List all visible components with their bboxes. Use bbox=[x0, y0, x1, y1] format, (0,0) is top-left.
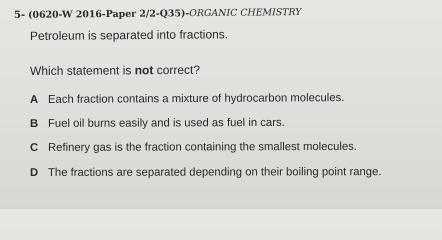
question-number: 5- bbox=[13, 9, 26, 21]
option-text: The fractions are separated depending on their boiling point range. bbox=[47, 166, 382, 179]
option-letter: B bbox=[29, 117, 39, 130]
question-prompt bbox=[30, 63, 200, 78]
question-header bbox=[14, 7, 302, 21]
option-letter: C bbox=[29, 141, 39, 154]
option-d[interactable] bbox=[30, 166, 382, 179]
option-b[interactable] bbox=[30, 117, 285, 130]
question-intro: Petroleum is separated into fractions. bbox=[29, 27, 229, 43]
question-subject: ORGANIC CHEMISTRY bbox=[189, 6, 302, 20]
option-letter: D bbox=[29, 166, 39, 179]
option-text: Fuel oil burns easily and is used as fuel in cars. bbox=[47, 116, 285, 130]
question-prompt-start: Which statement is bbox=[29, 63, 135, 78]
option-letter: A bbox=[29, 93, 39, 106]
question-source: (0620-W 2016-Paper 2/2-Q35)- bbox=[28, 8, 190, 21]
option-c[interactable] bbox=[30, 141, 357, 154]
option-text: Refinery gas is the fraction containing the smallest molecules. bbox=[47, 140, 357, 154]
question-prompt-emphasis: not bbox=[134, 63, 154, 78]
question-prompt-end: correct? bbox=[153, 62, 201, 78]
option-text: Each fraction contains a mixture of hydrocarbon molecules. bbox=[47, 92, 345, 106]
option-a[interactable] bbox=[30, 92, 344, 106]
